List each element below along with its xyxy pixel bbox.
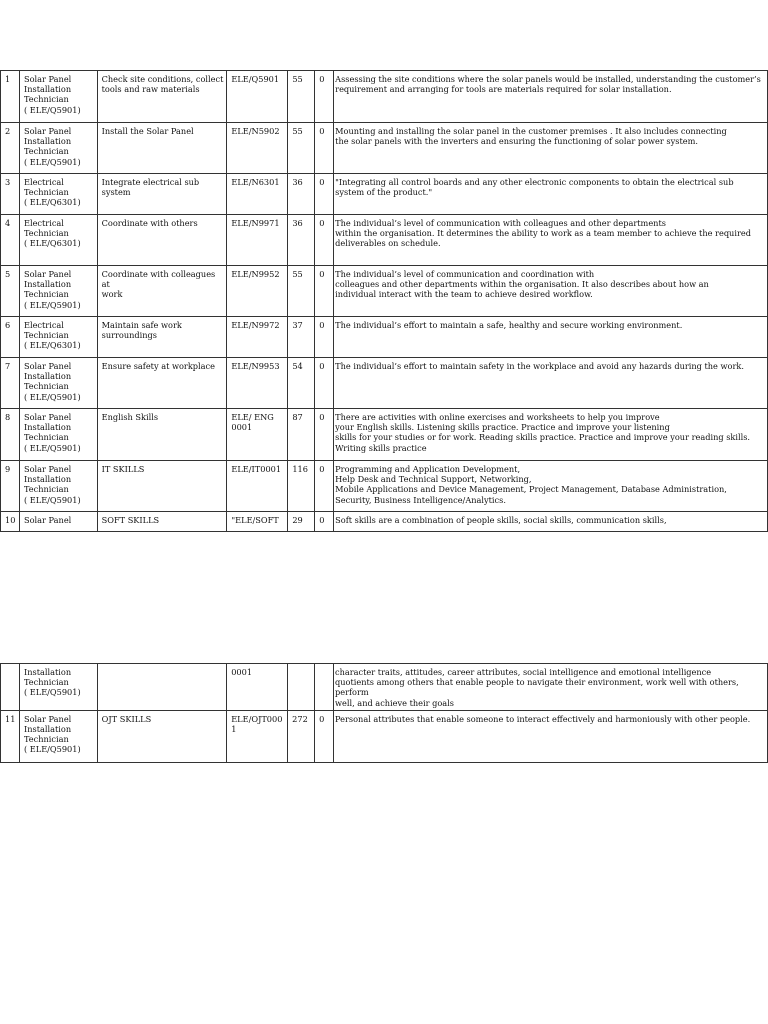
role-cell: Solar Panel Installation Technician ( ELE/Q5901) (19, 461, 97, 512)
num-cell: 4 (1, 215, 20, 266)
table-row (1, 664, 768, 711)
hours-cell: 55 (288, 266, 315, 317)
zero-cell: 0 (315, 358, 334, 409)
hours-cell: 87 (288, 409, 315, 461)
role-cell: Solar Panel Installation Technician ( ELE/Q5901) (19, 710, 97, 762)
description-cell: The individual’s level of communication and coordination with colleagues and other departments within the organisation. It also describes about how an individual interact with the team to achieve desired workflow. (334, 266, 768, 317)
num-cell: 7 (1, 358, 20, 409)
num-cell (1, 664, 20, 711)
hours-cell: 36 (288, 215, 315, 266)
table-row (1, 266, 768, 317)
code-cell: 0001 (227, 664, 288, 711)
task-cell: SOFT SKILLS (97, 512, 227, 532)
role-cell: Solar Panel Installation Technician ( ELE/Q5901) (19, 266, 97, 317)
num-cell: 1 (1, 71, 20, 123)
code-cell: ELE/N9952 (227, 266, 288, 317)
role-cell: Electrical Technician ( ELE/Q6301) (19, 317, 97, 358)
table-row (1, 358, 768, 409)
description-cell: Soft skills are a combination of people skills, social skills, communication skills, (334, 512, 768, 532)
zero-cell: 0 (315, 409, 334, 461)
num-cell: 8 (1, 409, 20, 461)
zero-cell: 0 (315, 215, 334, 266)
task-cell: Ensure safety at workplace (97, 358, 227, 409)
table-row (1, 71, 768, 123)
code-cell: ELE/N5902 (227, 123, 288, 174)
table-row (1, 512, 768, 532)
role-cell: Solar Panel Installation Technician ( ELE/Q5901) (19, 123, 97, 174)
description-cell: Mounting and installing the solar panel in the customer premises . It also includes connecting the solar panels with the inverters and ensuring the functioning of solar power system. (334, 123, 768, 174)
code-cell: ELE/N9971 (227, 215, 288, 266)
zero-cell: 0 (315, 174, 334, 215)
hours-cell: 55 (288, 71, 315, 123)
code-cell: ELE/OJT000 1 (227, 710, 288, 762)
task-cell: Check site conditions, collect tools and raw materials (97, 71, 227, 123)
num-cell: 11 (1, 710, 20, 762)
task-cell: Install the Solar Panel (97, 123, 227, 174)
task-cell (97, 664, 227, 711)
description-cell: Personal attributes that enable someone to interact effectively and harmoniously with other people. (334, 710, 768, 762)
role-cell: Electrical Technician ( ELE/Q6301) (19, 174, 97, 215)
table-row (1, 409, 768, 461)
description-cell: There are activities with online exercises and worksheets to help you improve your English skills. Listening skills practice. Practice and improve your listening skills for your studies or for work. Reading skills practice. Practice and improve your reading skills. Writing skills practice (334, 409, 768, 461)
table-row (1, 174, 768, 215)
task-cell: OJT SKILLS (97, 710, 227, 762)
code-cell: ELE/N9953 (227, 358, 288, 409)
code-cell: ELE/IT0001 (227, 461, 288, 512)
zero-cell: 0 (315, 710, 334, 762)
description-cell: "Integrating all control boards and any other electronic components to obtain the electrical sub system of the product." (334, 174, 768, 215)
zero-cell: 0 (315, 123, 334, 174)
num-cell: 10 (1, 512, 20, 532)
task-cell: Coordinate with others (97, 215, 227, 266)
zero-cell: 0 (315, 461, 334, 512)
task-cell: IT SKILLS (97, 461, 227, 512)
role-cell: Electrical Technician ( ELE/Q6301) (19, 215, 97, 266)
description-cell: The individual’s effort to maintain safety in the workplace and avoid any hazards during the work. (334, 358, 768, 409)
task-cell: Coordinate with colleagues at work (97, 266, 227, 317)
hours-cell: 54 (288, 358, 315, 409)
num-cell: 5 (1, 266, 20, 317)
table-row (1, 215, 768, 266)
code-cell: ELE/N6301 (227, 174, 288, 215)
code-cell: "ELE/SOFT (227, 512, 288, 532)
code-cell: ELE/Q5901 (227, 71, 288, 123)
table-row (1, 461, 768, 512)
task-cell: English Skills (97, 409, 227, 461)
role-cell: Installation Technician ( ELE/Q5901) (19, 664, 97, 711)
role-cell: Solar Panel (19, 512, 97, 532)
zero-cell: 0 (315, 317, 334, 358)
zero-cell: 0 (315, 71, 334, 123)
table-row (1, 123, 768, 174)
role-cell: Solar Panel Installation Technician ( ELE/Q5901) (19, 358, 97, 409)
hours-cell: 29 (288, 512, 315, 532)
zero-cell (315, 664, 334, 711)
code-cell: ELE/ ENG 0001 (227, 409, 288, 461)
description-cell: Programming and Application Development, Help Desk and Technical Support, Networking, Mobile Applications and Device Management, Project Management, Database Administration, Security, Business Intelligence/Analytics. (334, 461, 768, 512)
zero-cell: 0 (315, 512, 334, 532)
num-cell: 6 (1, 317, 20, 358)
hours-cell: 36 (288, 174, 315, 215)
num-cell: 3 (1, 174, 20, 215)
hours-cell: 55 (288, 123, 315, 174)
description-cell: The individual’s level of communication with colleagues and other departments within the organisation. It determines the ability to work as a team member to achieve the required deliverables on schedule. (334, 215, 768, 266)
hours-cell (288, 664, 315, 711)
qualification-table (0, 70, 768, 532)
num-cell: 9 (1, 461, 20, 512)
hours-cell: 116 (288, 461, 315, 512)
role-cell: Solar Panel Installation Technician ( ELE/Q5901) (19, 71, 97, 123)
task-cell: Maintain safe work surroundings (97, 317, 227, 358)
task-cell: Integrate electrical sub system (97, 174, 227, 215)
description-cell: The individual’s effort to maintain a safe, healthy and secure working environment. (334, 317, 768, 358)
qualification-table-continued (0, 663, 768, 763)
table-row (1, 317, 768, 358)
role-cell: Solar Panel Installation Technician ( ELE/Q5901) (19, 409, 97, 461)
hours-cell: 272 (288, 710, 315, 762)
hours-cell: 37 (288, 317, 315, 358)
zero-cell: 0 (315, 266, 334, 317)
num-cell: 2 (1, 123, 20, 174)
description-cell: character traits, attitudes, career attributes, social intelligence and emotional intelligence quotients among others that enable people to navigate their environment, work well with others, perform well, and achieve their goals (334, 664, 768, 711)
description-cell: Assessing the site conditions where the solar panels would be installed, understanding the customer’s requirement and arranging for tools are materials required for solar installation. (334, 71, 768, 123)
table-row (1, 710, 768, 762)
code-cell: ELE/N9972 (227, 317, 288, 358)
